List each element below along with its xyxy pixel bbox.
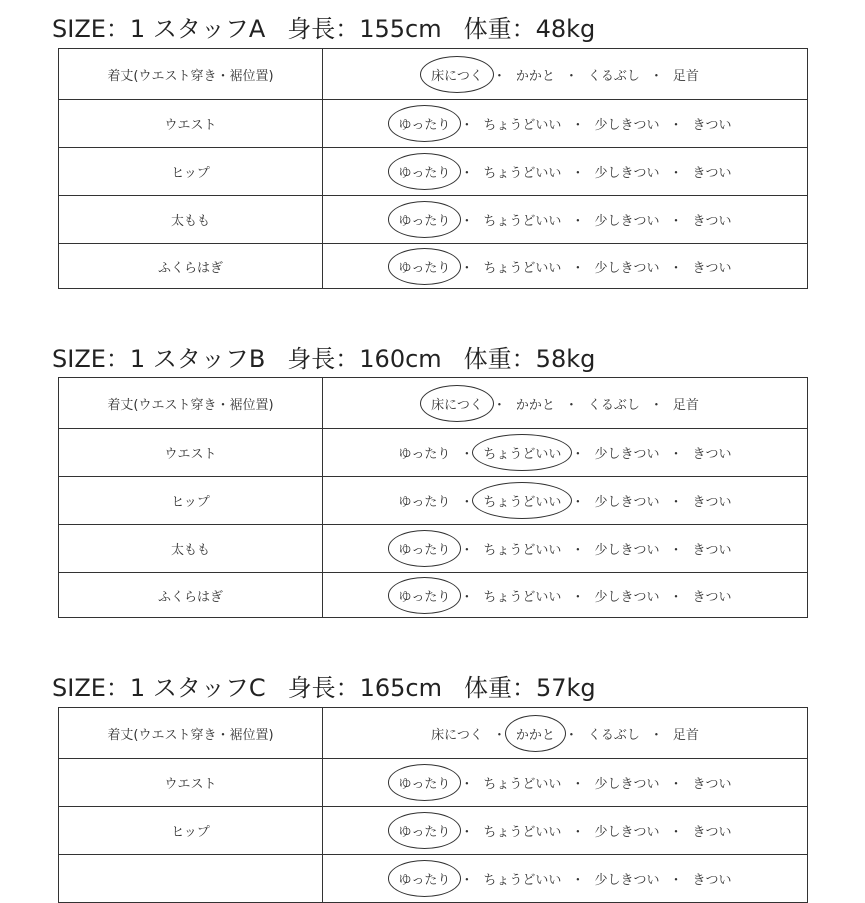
option-separator: ・ <box>669 214 683 229</box>
row-label: ふくらはぎ <box>59 573 323 618</box>
option-separator: ・ <box>669 825 683 840</box>
option: きつい <box>692 214 732 229</box>
row-label: ヒップ <box>59 148 323 196</box>
row-label: 着丈(ウエスト穿き・裾位置) <box>59 708 323 759</box>
option: 少しきつい <box>594 214 660 229</box>
staff-a-size: SIZE：1 スタッフA <box>52 15 266 43</box>
row-label: ウエスト <box>59 759 323 807</box>
option: かかと <box>515 68 555 84</box>
option-separator: ・ <box>571 825 585 840</box>
option: 足首 <box>672 68 699 84</box>
row-options <box>323 49 808 100</box>
option: ちょうどいい <box>483 543 562 558</box>
row-label: 着丈(ウエスト穿き・裾位置) <box>59 49 323 100</box>
row-options <box>323 525 808 573</box>
fit-row-length <box>59 49 808 100</box>
staff-b-weight: 体重：58kg <box>463 345 596 373</box>
selected-option: ちょうどいい <box>476 491 568 510</box>
row-label: 着丈(ウエスト穿き・裾位置) <box>59 378 323 429</box>
option-separator: ・ <box>669 873 683 888</box>
row-options <box>323 429 808 477</box>
fit-row-calf <box>59 244 808 289</box>
option: きつい <box>692 777 732 792</box>
staff-c-height: 身長：165cm <box>287 674 442 702</box>
fit-row-thigh <box>59 525 808 573</box>
option-separator: ・ <box>460 825 474 840</box>
option-separator: ・ <box>571 166 585 181</box>
row-label <box>59 855 323 903</box>
option-separator: ・ <box>669 589 683 605</box>
fit-row-partial <box>59 855 808 903</box>
selected-option: ゆったり <box>392 114 458 133</box>
option-separator: ・ <box>571 447 585 462</box>
option: くるぶし <box>587 397 640 413</box>
option: 少しきつい <box>594 777 660 792</box>
option-separator: ・ <box>460 260 474 276</box>
row-options <box>323 708 808 759</box>
fit-row-length <box>59 378 808 429</box>
option: きつい <box>692 543 732 558</box>
option: きつい <box>692 825 732 840</box>
row-options <box>323 855 808 903</box>
option: 少しきつい <box>594 495 660 510</box>
fit-row-waist <box>59 429 808 477</box>
option: くるぶし <box>587 727 640 743</box>
option: くるぶし <box>587 68 640 84</box>
option-separator: ・ <box>460 118 474 133</box>
option-separator: ・ <box>649 397 663 413</box>
option-separator: ・ <box>669 118 683 133</box>
row-label: ウエスト <box>59 429 323 477</box>
option: 少しきつい <box>594 166 660 181</box>
selected-option: ゆったり <box>392 869 458 888</box>
staff-b-size: SIZE：1 スタッフB <box>52 345 266 373</box>
selected-option: 床につく <box>424 65 490 84</box>
fit-row-thigh <box>59 196 808 244</box>
staff-c-weight: 体重：57kg <box>463 674 596 702</box>
option-separator: ・ <box>564 68 578 84</box>
option-separator: ・ <box>669 495 683 510</box>
fit-row-hip <box>59 477 808 525</box>
option-separator: ・ <box>649 727 663 743</box>
option-separator: ・ <box>460 873 474 888</box>
staff-a-heading <box>52 9 595 44</box>
fit-row-hip <box>59 148 808 196</box>
option: 少しきつい <box>594 118 660 133</box>
staff-a-fit-table <box>58 48 808 289</box>
staff-c-heading <box>52 668 596 703</box>
option: 少しきつい <box>594 543 660 558</box>
staff-a-height: 身長：155cm <box>287 15 442 43</box>
option: ちょうどいい <box>483 260 562 276</box>
option: ちょうどいい <box>483 825 562 840</box>
option: 床につく <box>431 727 483 743</box>
row-options <box>323 477 808 525</box>
option-separator: ・ <box>669 166 683 181</box>
option-separator: ・ <box>492 727 506 743</box>
option: 少しきつい <box>594 589 660 605</box>
option: きつい <box>692 589 732 605</box>
selected-option: ゆったり <box>392 773 458 792</box>
staff-c-size: SIZE：1 スタッフC <box>52 674 266 702</box>
row-options <box>323 807 808 855</box>
selected-option: ゆったり <box>392 539 458 558</box>
fit-row-calf <box>59 573 808 618</box>
option: 足首 <box>672 397 699 413</box>
option: 少しきつい <box>594 873 660 888</box>
staff-a-weight: 体重：48kg <box>463 15 596 43</box>
staff-b-fit-table <box>58 377 808 618</box>
row-options <box>323 244 808 289</box>
option: きつい <box>692 166 732 181</box>
option-separator: ・ <box>460 447 474 462</box>
option: かかと <box>515 397 555 413</box>
option-separator: ・ <box>460 777 474 792</box>
option-separator: ・ <box>571 260 585 276</box>
option: ちょうどいい <box>483 873 562 888</box>
option: ゆったり <box>398 495 451 510</box>
option: きつい <box>692 260 732 276</box>
option-separator: ・ <box>669 260 683 276</box>
option-separator: ・ <box>571 214 585 229</box>
fit-row-waist <box>59 100 808 148</box>
selected-option: ちょうどいい <box>476 443 568 462</box>
option: ゆったり <box>398 447 451 462</box>
fit-row-waist <box>59 759 808 807</box>
staff-b-heading <box>52 339 595 374</box>
row-options <box>323 759 808 807</box>
option-separator: ・ <box>571 118 585 133</box>
row-label: ヒップ <box>59 807 323 855</box>
option-separator: ・ <box>460 495 474 510</box>
option: ちょうどいい <box>483 589 562 605</box>
option-separator: ・ <box>669 447 683 462</box>
selected-option: ゆったり <box>392 586 458 605</box>
selected-option: ゆったり <box>392 257 458 276</box>
row-options <box>323 100 808 148</box>
fit-row-hip <box>59 807 808 855</box>
option-separator: ・ <box>649 68 663 84</box>
option-separator: ・ <box>571 589 585 605</box>
option-separator: ・ <box>564 397 578 413</box>
option-separator: ・ <box>460 166 474 181</box>
row-label: ふくらはぎ <box>59 244 323 289</box>
option-separator: ・ <box>571 543 585 558</box>
option-separator: ・ <box>571 873 585 888</box>
row-options <box>323 378 808 429</box>
row-label: 太もも <box>59 196 323 244</box>
option: きつい <box>692 495 732 510</box>
option: 足首 <box>672 727 699 743</box>
option-separator: ・ <box>571 495 585 510</box>
option-separator: ・ <box>564 727 578 743</box>
option-separator: ・ <box>460 214 474 229</box>
selected-option: ゆったり <box>392 210 458 229</box>
selected-option: かかと <box>509 724 562 743</box>
staff-c-fit-table <box>58 707 808 903</box>
selected-option: ゆったり <box>392 821 458 840</box>
option-separator: ・ <box>460 589 474 605</box>
staff-b-height: 身長：160cm <box>287 345 442 373</box>
option: 少しきつい <box>594 260 660 276</box>
row-label: ヒップ <box>59 477 323 525</box>
option-separator: ・ <box>669 777 683 792</box>
row-options <box>323 148 808 196</box>
row-label: 太もも <box>59 525 323 573</box>
option-separator: ・ <box>571 777 585 792</box>
option-separator: ・ <box>460 543 474 558</box>
option: ちょうどいい <box>483 214 562 229</box>
option-separator: ・ <box>492 397 506 413</box>
option: 少しきつい <box>594 447 660 462</box>
option-separator: ・ <box>669 543 683 558</box>
selected-option: 床につく <box>424 394 490 413</box>
option: きつい <box>692 873 732 888</box>
row-options <box>323 573 808 618</box>
fit-row-length <box>59 708 808 759</box>
option: ちょうどいい <box>483 118 562 133</box>
option: ちょうどいい <box>483 166 562 181</box>
option: きつい <box>692 118 732 133</box>
row-label: ウエスト <box>59 100 323 148</box>
option: きつい <box>692 447 732 462</box>
selected-option: ゆったり <box>392 162 458 181</box>
row-options <box>323 196 808 244</box>
option: ちょうどいい <box>483 777 562 792</box>
option-separator: ・ <box>492 68 506 84</box>
option: 少しきつい <box>594 825 660 840</box>
